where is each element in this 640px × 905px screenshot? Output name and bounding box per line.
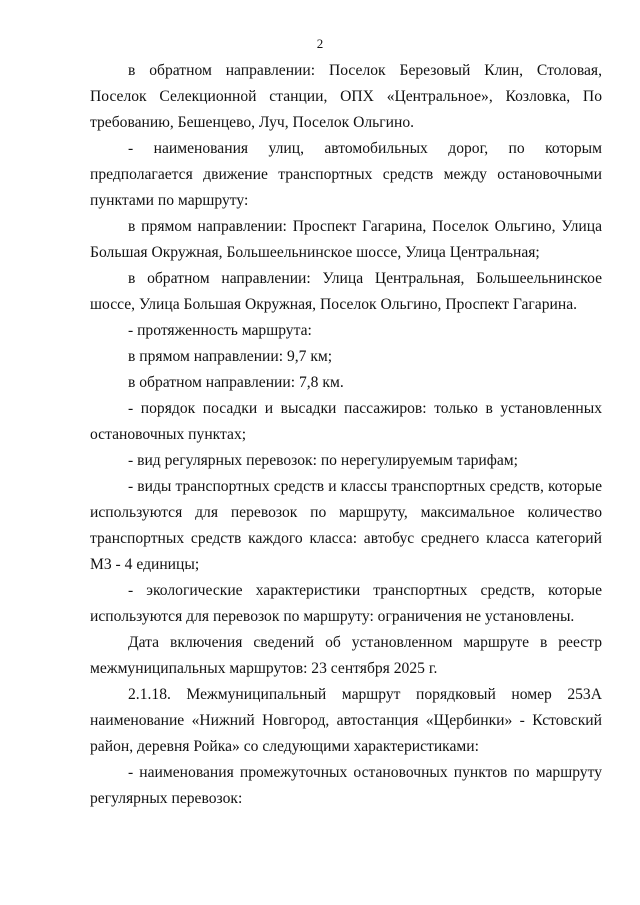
document-body (90, 58, 602, 812)
paragraph-boarding-order: - порядок посадки и высадки пассажиров: только в установленных остановочных пунктах; (90, 400, 602, 443)
paragraph-streets-heading: - наименования улиц, автомобильных дорог, по которым предполагается движение транспортных средств между остановочными пунктами по маршруту: (90, 140, 602, 209)
paragraph-streets-forward: в прямом направлении: Проспект Гагарина, Поселок Ольгино, Улица Большая Окружная, Большеельнинское шоссе, Улица Центральная; (90, 218, 602, 261)
paragraph-length-return: в обратном направлении: 7,8 км. (128, 374, 344, 391)
paragraph-vehicle-classes: - виды транспортных средств и классы транспортных средств, которые используются для перевозок по маршруту, максимальное количество транспортных средств каждого класса: автобус среднего класса категорий М3 - 4 единицы; (90, 478, 602, 573)
page-number: 2 (316, 36, 324, 51)
paragraph-route-253a: 2.1.18. Межмуниципальный маршрут порядковый номер 253А наименование «Нижний Новгород, автостанция «Щербинки» - Кстовский район, деревня Ройка» со следующими характеристиками: (90, 686, 602, 755)
paragraph-return-stops: в обратном направлении: Поселок Березовый Клин, Столовая, Поселок Селекционной станции, ОПХ «Центральное», Козловка, По требованию, Бешенцево, Луч, Поселок Ольгино. (90, 62, 602, 131)
paragraph-ecology: - экологические характеристики транспортных средств, которые используются для перевозок по маршруту: ограничения не установлены. (90, 582, 602, 625)
paragraph-intermediate-stops: - наименования промежуточных остановочных пунктов по маршруту регулярных перевозок: (90, 764, 602, 807)
paragraph-registry-date: Дата включения сведений об установленном маршруте в реестр межмуниципальных маршрутов: 23 сентября 2025 г. (90, 634, 602, 677)
paragraph-length-heading: - протяженность маршрута: (128, 322, 312, 339)
paragraph-streets-return: в обратном направлении: Улица Центральная, Большеельнинское шоссе, Улица Большая Окружная, Поселок Ольгино, Проспект Гагарина. (90, 270, 602, 313)
paragraph-transport-type: - вид регулярных перевозок: по нерегулируемым тарифам; (128, 452, 519, 469)
paragraph-length-forward: в прямом направлении: 9,7 км; (128, 348, 333, 365)
